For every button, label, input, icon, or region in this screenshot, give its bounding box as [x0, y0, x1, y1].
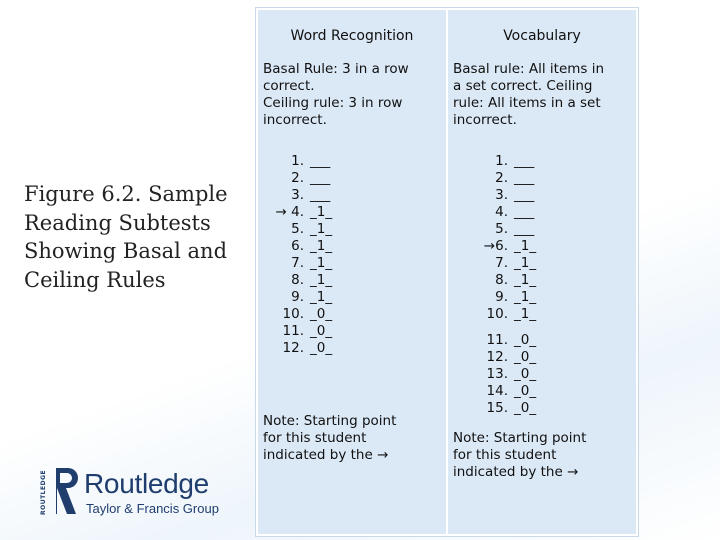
caption-line: Figure 6.2. Sample [24, 182, 228, 206]
item-number: 13. [486, 366, 508, 382]
item-number: 10. [282, 306, 304, 322]
item-list [448, 153, 636, 323]
item-score: ___ [514, 187, 535, 203]
list-item [448, 366, 636, 383]
rule-line: incorrect. [453, 112, 517, 128]
item-list [258, 153, 446, 357]
item-score: _1_ [310, 238, 333, 254]
item-number: 7. [291, 255, 304, 271]
item-number: 14. [486, 383, 508, 399]
item-score: _0_ [514, 349, 537, 365]
list-item [258, 306, 446, 323]
list-item [258, 238, 446, 255]
figure-caption [24, 180, 244, 294]
list-item [448, 383, 636, 400]
item-score: _1_ [310, 289, 333, 305]
list-item [258, 255, 446, 272]
item-number: 8. [291, 272, 304, 288]
item-number: 2. [495, 170, 508, 186]
logo-side-text: ROUTLEDGE [40, 469, 47, 515]
item-score: _1_ [310, 272, 333, 288]
list-item [258, 187, 446, 204]
item-score: ___ [514, 221, 535, 237]
list-item [258, 289, 446, 306]
rule-line: Ceiling rule: 3 in row [263, 95, 403, 111]
item-number: 8. [495, 272, 508, 288]
list-item [448, 153, 636, 170]
rule-text [453, 61, 633, 129]
item-score: ___ [310, 187, 331, 203]
list-item [448, 349, 636, 366]
list-item [448, 332, 636, 349]
column-header: Word Recognition [290, 28, 414, 44]
caption-line: Reading Subtests [24, 210, 211, 235]
item-score: _1_ [310, 204, 333, 220]
item-score: _0_ [310, 306, 333, 322]
vocabulary-column [448, 10, 636, 534]
item-score: _1_ [514, 289, 537, 305]
rule-line: rule: All items in a set [453, 95, 601, 111]
list-item [448, 204, 636, 221]
item-score: ___ [310, 153, 331, 169]
note-line: for this student [453, 447, 557, 463]
list-item [448, 170, 636, 187]
item-score: ___ [310, 170, 331, 186]
item-score: _1_ [514, 272, 537, 288]
caption-line: Ceiling Rules [24, 267, 166, 292]
item-number: 1. [495, 153, 508, 169]
note-line: indicated by the → [453, 464, 579, 480]
subtest-table [256, 8, 638, 536]
rule-line: correct. [263, 78, 315, 94]
rule-line: a set correct. Ceiling [453, 78, 593, 94]
item-score: _0_ [310, 340, 333, 356]
item-number: 11. [282, 323, 304, 339]
item-number: 9. [291, 289, 304, 305]
item-score: _1_ [514, 238, 537, 254]
list-item [258, 340, 446, 357]
item-score: _1_ [514, 306, 537, 322]
item-number: 6. [291, 238, 304, 254]
item-score: ___ [514, 170, 535, 186]
list-item [258, 323, 446, 340]
rule-text [263, 61, 443, 129]
item-score: _0_ [310, 323, 333, 339]
item-score: _1_ [310, 221, 333, 237]
item-number: 2. [291, 170, 304, 186]
note-line: indicated by the → [263, 447, 389, 463]
item-number: 7. [495, 255, 508, 271]
note-text [263, 413, 443, 464]
item-number: 5. [495, 221, 508, 237]
item-number: 1. [291, 153, 304, 169]
routledge-mark-icon [52, 466, 80, 516]
list-item [448, 238, 636, 255]
logo-subtitle: Taylor & Francis Group [86, 501, 219, 516]
item-number: → 4. [275, 204, 304, 220]
item-score: _1_ [310, 255, 333, 271]
item-score: ___ [514, 153, 535, 169]
routledge-logo [40, 466, 240, 520]
list-item [448, 221, 636, 238]
column-header: Vocabulary [503, 28, 581, 44]
item-score: _0_ [514, 366, 537, 382]
item-number: 15. [486, 400, 508, 416]
rule-line: Basal Rule: 3 in a row [263, 61, 409, 77]
item-number: 4. [495, 204, 508, 220]
list-item [448, 272, 636, 289]
item-number: 5. [291, 221, 304, 237]
list-item [448, 400, 636, 417]
list-item [448, 255, 636, 272]
note-text [453, 430, 633, 481]
list-item [258, 170, 446, 187]
list-item [258, 272, 446, 289]
item-number: →6. [483, 238, 508, 254]
item-score: _1_ [514, 255, 537, 271]
list-item [448, 289, 636, 306]
rule-line: incorrect. [263, 112, 327, 128]
item-number: 11. [486, 332, 508, 348]
item-number: 10. [486, 306, 508, 322]
item-number: 12. [486, 349, 508, 365]
list-item [258, 221, 446, 238]
caption-line: Showing Basal and [24, 239, 228, 263]
item-number: 3. [495, 187, 508, 203]
rule-line: Basal rule: All items in [453, 61, 605, 77]
logo-name: Routledge [84, 468, 209, 499]
item-number: 3. [291, 187, 304, 203]
list-item [258, 204, 446, 221]
note-line: Note: Starting point [453, 430, 587, 446]
item-score: _0_ [514, 400, 537, 416]
item-number: 9. [495, 289, 508, 305]
list-item [448, 187, 636, 204]
list-item [448, 306, 636, 323]
list-item [258, 153, 446, 170]
word-recognition-column [258, 10, 448, 534]
item-score: _0_ [514, 383, 537, 399]
item-score: _0_ [514, 332, 537, 348]
note-line: for this student [263, 430, 367, 446]
note-line: Note: Starting point [263, 413, 397, 429]
item-score: ___ [514, 204, 535, 220]
item-list [448, 332, 636, 417]
item-number: 12. [282, 340, 304, 356]
